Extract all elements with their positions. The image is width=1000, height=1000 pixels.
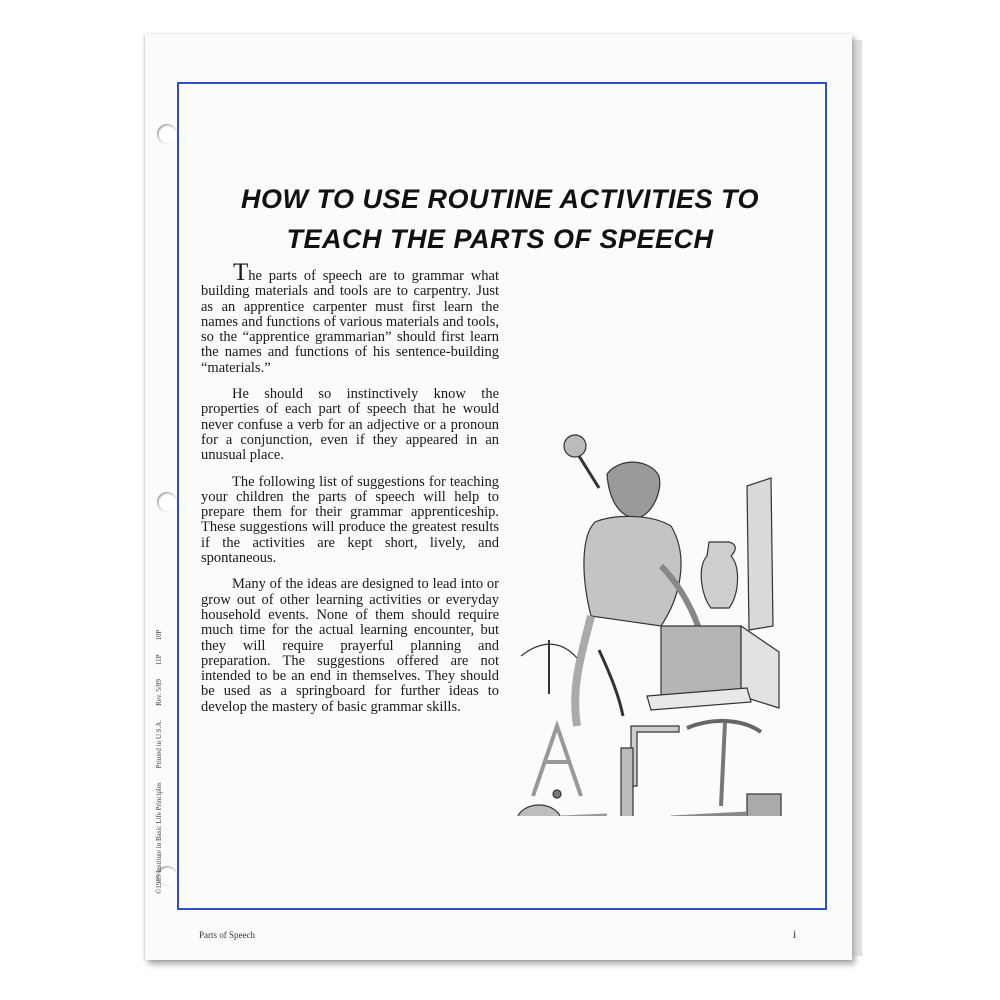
title-line-1: HOW TO USE ROUTINE ACTIVITIES TO	[240, 184, 760, 214]
mallet-head-icon	[564, 435, 586, 457]
wooden-spoon-icon	[517, 805, 561, 816]
paragraph-2: He should so instinctively know the properties of each part of speech that he would never confuse a verb for an adjective or a pronoun for a conjunction, even if they appeared in an unusual place.	[201, 386, 499, 464]
adze-icon	[599, 650, 623, 716]
paragraph-1	[201, 259, 499, 376]
credit-revision: Rev. 5/89	[155, 679, 163, 706]
binder-hole-middle	[157, 492, 177, 512]
carpenter-head-icon	[607, 462, 660, 518]
work-block-icon	[661, 626, 741, 696]
square-ruler-icon	[631, 726, 679, 786]
paragraph-3: The following list of suggestions for teaching your children the parts of speech will help to prepare them for their grammar apprenticeship. These suggestions will produce the greatest results if the activities are kept short, lively, and spontaneous.	[201, 473, 499, 567]
carpenter-tools-illustration	[511, 426, 831, 816]
page-title	[185, 179, 815, 259]
document-page	[145, 34, 852, 960]
binder-hole-top	[157, 124, 177, 144]
mallet-icon	[747, 794, 781, 816]
credit-code-2: 10P	[155, 629, 163, 641]
credit-copyright: ©1985 Institute in Basic Life Principles	[155, 782, 163, 894]
credit-printed: Printed in U.S.A.	[155, 719, 163, 769]
a-frame-icon	[533, 726, 581, 796]
title-line-2: TEACH THE PARTS OF SPEECH	[286, 224, 714, 254]
paragraph-1-text: he parts of speech are to grammar what building materials and tools are to carpentry. Just as an apprentice carpenter must first learn the names and functions of various materials and tools, so the “apprentice grammarian” should first learn the names and functions of his sentence-building “materials.”	[201, 268, 499, 376]
drop-cap: T	[233, 259, 249, 286]
body-text	[201, 259, 499, 726]
page-number: i	[793, 927, 797, 941]
jug-icon	[701, 542, 737, 608]
footer-title: Parts of Speech	[199, 930, 255, 940]
paragraph-4: Many of the ideas are designed to lead into or grow out of other learning activities or everyday household events. None of them should require much time for the actual learning encounter, but they will require prayerful planning and preparation. The suggestions offered are not intended to be an end in themselves. They should be used as a springboard for further ideas to develop the mastery of basic grammar skills.	[201, 576, 499, 715]
credit-code-1: 11P	[155, 654, 163, 666]
side-credit	[155, 629, 165, 894]
chisel-icon	[621, 748, 633, 816]
